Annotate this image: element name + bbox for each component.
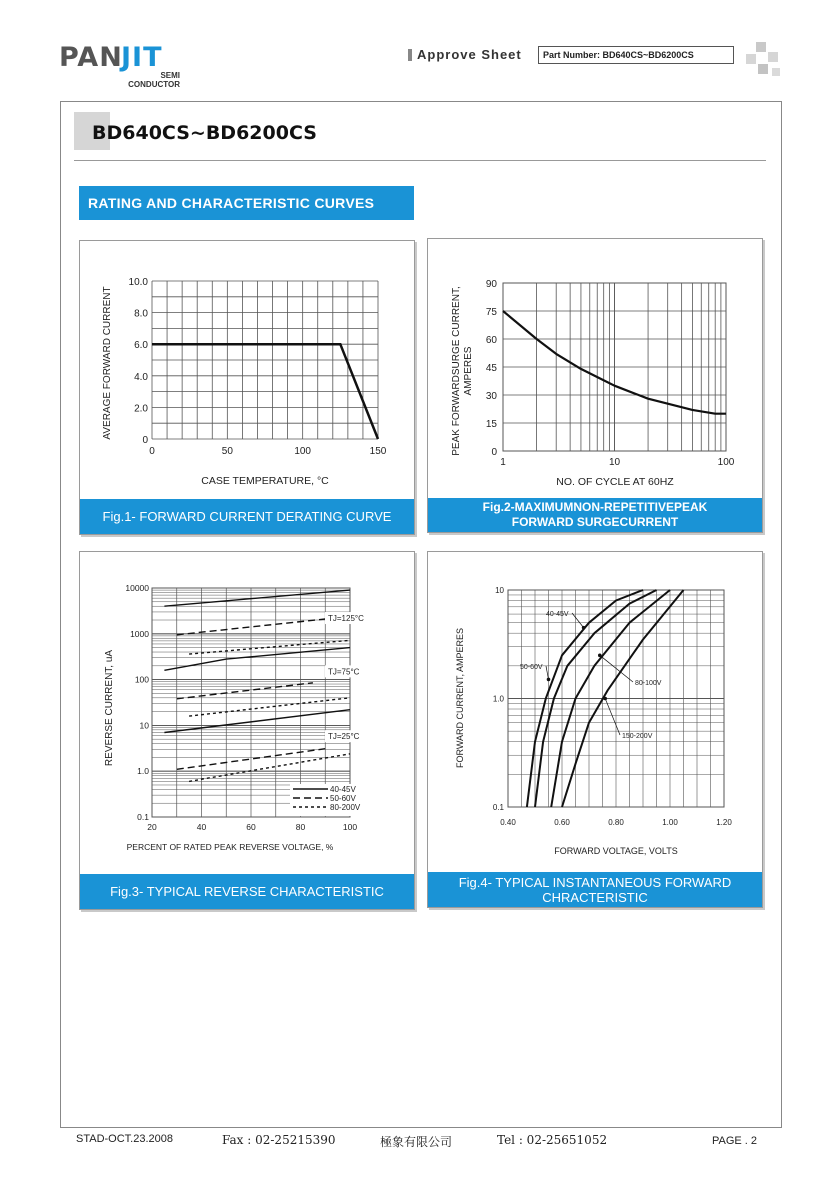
checker-decoration	[744, 42, 780, 78]
y-tick-label: 45	[485, 363, 497, 374]
y-axis-label: REVERSE CURRENT, uA	[104, 649, 115, 767]
series-leader-line	[572, 613, 584, 628]
reverse-curve	[177, 683, 313, 699]
y-tick-label: 6.0	[134, 340, 148, 352]
x-tick-label: 20	[147, 822, 157, 832]
fig4-caption-line1: Fig.4- TYPICAL INSTANTANEOUS FORWARD	[458, 875, 732, 890]
section-banner: RATING AND CHARACTERISTIC CURVES	[79, 186, 414, 220]
fig2-caption	[428, 498, 762, 532]
x-tick-label: 100	[342, 822, 358, 832]
x-tick-label: 0	[149, 446, 155, 457]
logo-subtitle	[120, 71, 180, 89]
fig2-caption-line2: FORWARD SURGECURRENT	[511, 515, 679, 529]
series-leader-arrow	[598, 654, 602, 658]
y-tick-label: 75	[485, 307, 497, 318]
x-tick-label: 40	[196, 822, 207, 832]
fig2-caption-line1: Fig.2-MAXIMUMNON-REPETITIVEPEAK	[482, 500, 708, 514]
temp-annotation: TJ=75°C	[328, 667, 360, 677]
y-tick-label: 2.0	[134, 403, 148, 415]
x-tick-label: 0.80	[608, 818, 624, 827]
fig4-caption	[428, 872, 762, 907]
y-tick-label: 30	[485, 391, 497, 402]
fig4-chart	[428, 552, 762, 872]
y-tick-label: 0.1	[137, 812, 149, 822]
part-number-box: Part Number: BD640CS~BD6200CS	[538, 46, 734, 64]
y-axis-label-line2: AMPERES	[463, 346, 474, 396]
fig2-chart	[428, 239, 762, 498]
series-label: 50-60V	[520, 664, 543, 671]
fig1-panel	[79, 240, 415, 535]
reverse-curve	[164, 710, 350, 733]
x-tick-label: 80	[295, 822, 306, 832]
fig3-chart	[80, 552, 414, 874]
logo-sub-semi: SEMI	[160, 71, 180, 80]
x-tick-label: 10	[608, 457, 621, 468]
series-leader-arrow	[547, 678, 551, 682]
y-tick-label: 8.0	[134, 308, 148, 320]
x-axis-label: FORWARD VOLTAGE, VOLTS	[554, 846, 678, 856]
series-label: 40-45V	[546, 611, 569, 618]
y-tick-label: 0	[491, 447, 497, 458]
x-tick-label: 1.20	[716, 818, 732, 827]
footer-tel: Tel : 02-25651052	[497, 1133, 608, 1147]
series-leader-arrow	[582, 626, 586, 630]
fig4-caption-line2: CHRACTERISTIC	[542, 890, 648, 905]
x-tick-label: 0.40	[500, 818, 516, 827]
legend-label: 80-200V	[330, 803, 361, 812]
reverse-curve	[164, 648, 350, 671]
y-tick-label: 100	[134, 674, 149, 685]
x-axis-label: NO. OF CYCLE AT 60HZ	[556, 476, 674, 488]
temp-annotation: TJ=25°C	[328, 732, 360, 742]
y-tick-label: 0	[142, 435, 148, 446]
y-tick-label: 0.1	[492, 803, 504, 812]
approve-sheet-label: Approve Sheet	[417, 47, 522, 62]
footer-company: 極象有限公司	[380, 1135, 453, 1149]
fig1-caption: Fig.1- FORWARD CURRENT DERATING CURVE	[80, 499, 414, 534]
y-tick-label: 1.0	[492, 694, 504, 704]
y-axis-label: AVERAGE FORWARD CURRENT	[102, 286, 113, 440]
series-leader-arrow	[603, 697, 607, 701]
series-leader-line	[546, 666, 549, 679]
x-tick-label: 100	[294, 446, 312, 457]
y-tick-label: 1.0	[137, 766, 149, 777]
y-tick-label: 10	[495, 586, 504, 595]
x-tick-label: 1.00	[662, 818, 678, 827]
fig3-panel	[79, 551, 415, 910]
fig2-panel	[427, 238, 763, 533]
approve-marker	[408, 49, 412, 61]
y-tick-label: 10	[139, 720, 149, 731]
page-title: BD640CS~BD6200CS	[92, 122, 317, 144]
x-tick-label: 50	[221, 446, 233, 457]
temp-annotation: TJ=125°C	[328, 614, 364, 624]
series-label: 80-100V	[635, 680, 662, 687]
y-tick-label: 90	[485, 279, 497, 290]
footer-page: PAGE . 2	[712, 1135, 758, 1147]
logo-pan-text: PAN	[59, 42, 123, 73]
x-axis-label: PERCENT OF RATED PEAK REVERSE VOLTAGE, %	[126, 842, 334, 852]
reverse-curve	[189, 754, 350, 782]
x-tick-label: 0.60	[554, 818, 570, 827]
x-tick-label: 150	[369, 446, 387, 457]
fig4-panel	[427, 551, 763, 908]
y-tick-label: 4.0	[134, 371, 148, 383]
legend-label: 40-45V	[330, 785, 356, 794]
y-axis-label: FORWARD CURRENT, AMPERES	[455, 627, 465, 769]
series-leader-line	[605, 699, 620, 736]
x-tick-label: 1	[500, 457, 506, 468]
footer-date: STAD-OCT.23.2008	[76, 1133, 174, 1145]
footer-fax: Fax : 02-25215390	[222, 1133, 336, 1147]
y-tick-label: 60	[485, 335, 497, 346]
legend-label: 50-60V	[330, 794, 356, 803]
logo-jit-text: JIT	[121, 42, 163, 73]
title-divider	[74, 160, 766, 161]
x-axis-label: CASE TEMPERATURE, °C	[201, 475, 329, 487]
y-tick-label: 1000	[130, 628, 149, 639]
series-label: 150-200V	[622, 733, 653, 740]
y-tick-label: 15	[485, 419, 497, 430]
y-tick-label: 10000	[125, 583, 149, 593]
logo-sub-conductor: CONDUCTOR	[128, 80, 180, 89]
fig3-caption: Fig.3- TYPICAL REVERSE CHARACTERISTIC	[80, 874, 414, 909]
x-tick-label: 60	[246, 822, 256, 832]
y-axis-label-line1: PEAK FORWARDSURGE CURRENT,	[451, 286, 462, 456]
x-tick-label: 100	[717, 457, 735, 468]
y-tick-label: 10.0	[128, 277, 148, 288]
fig1-chart	[80, 241, 414, 499]
x-axis-unit: °C	[316, 475, 329, 487]
